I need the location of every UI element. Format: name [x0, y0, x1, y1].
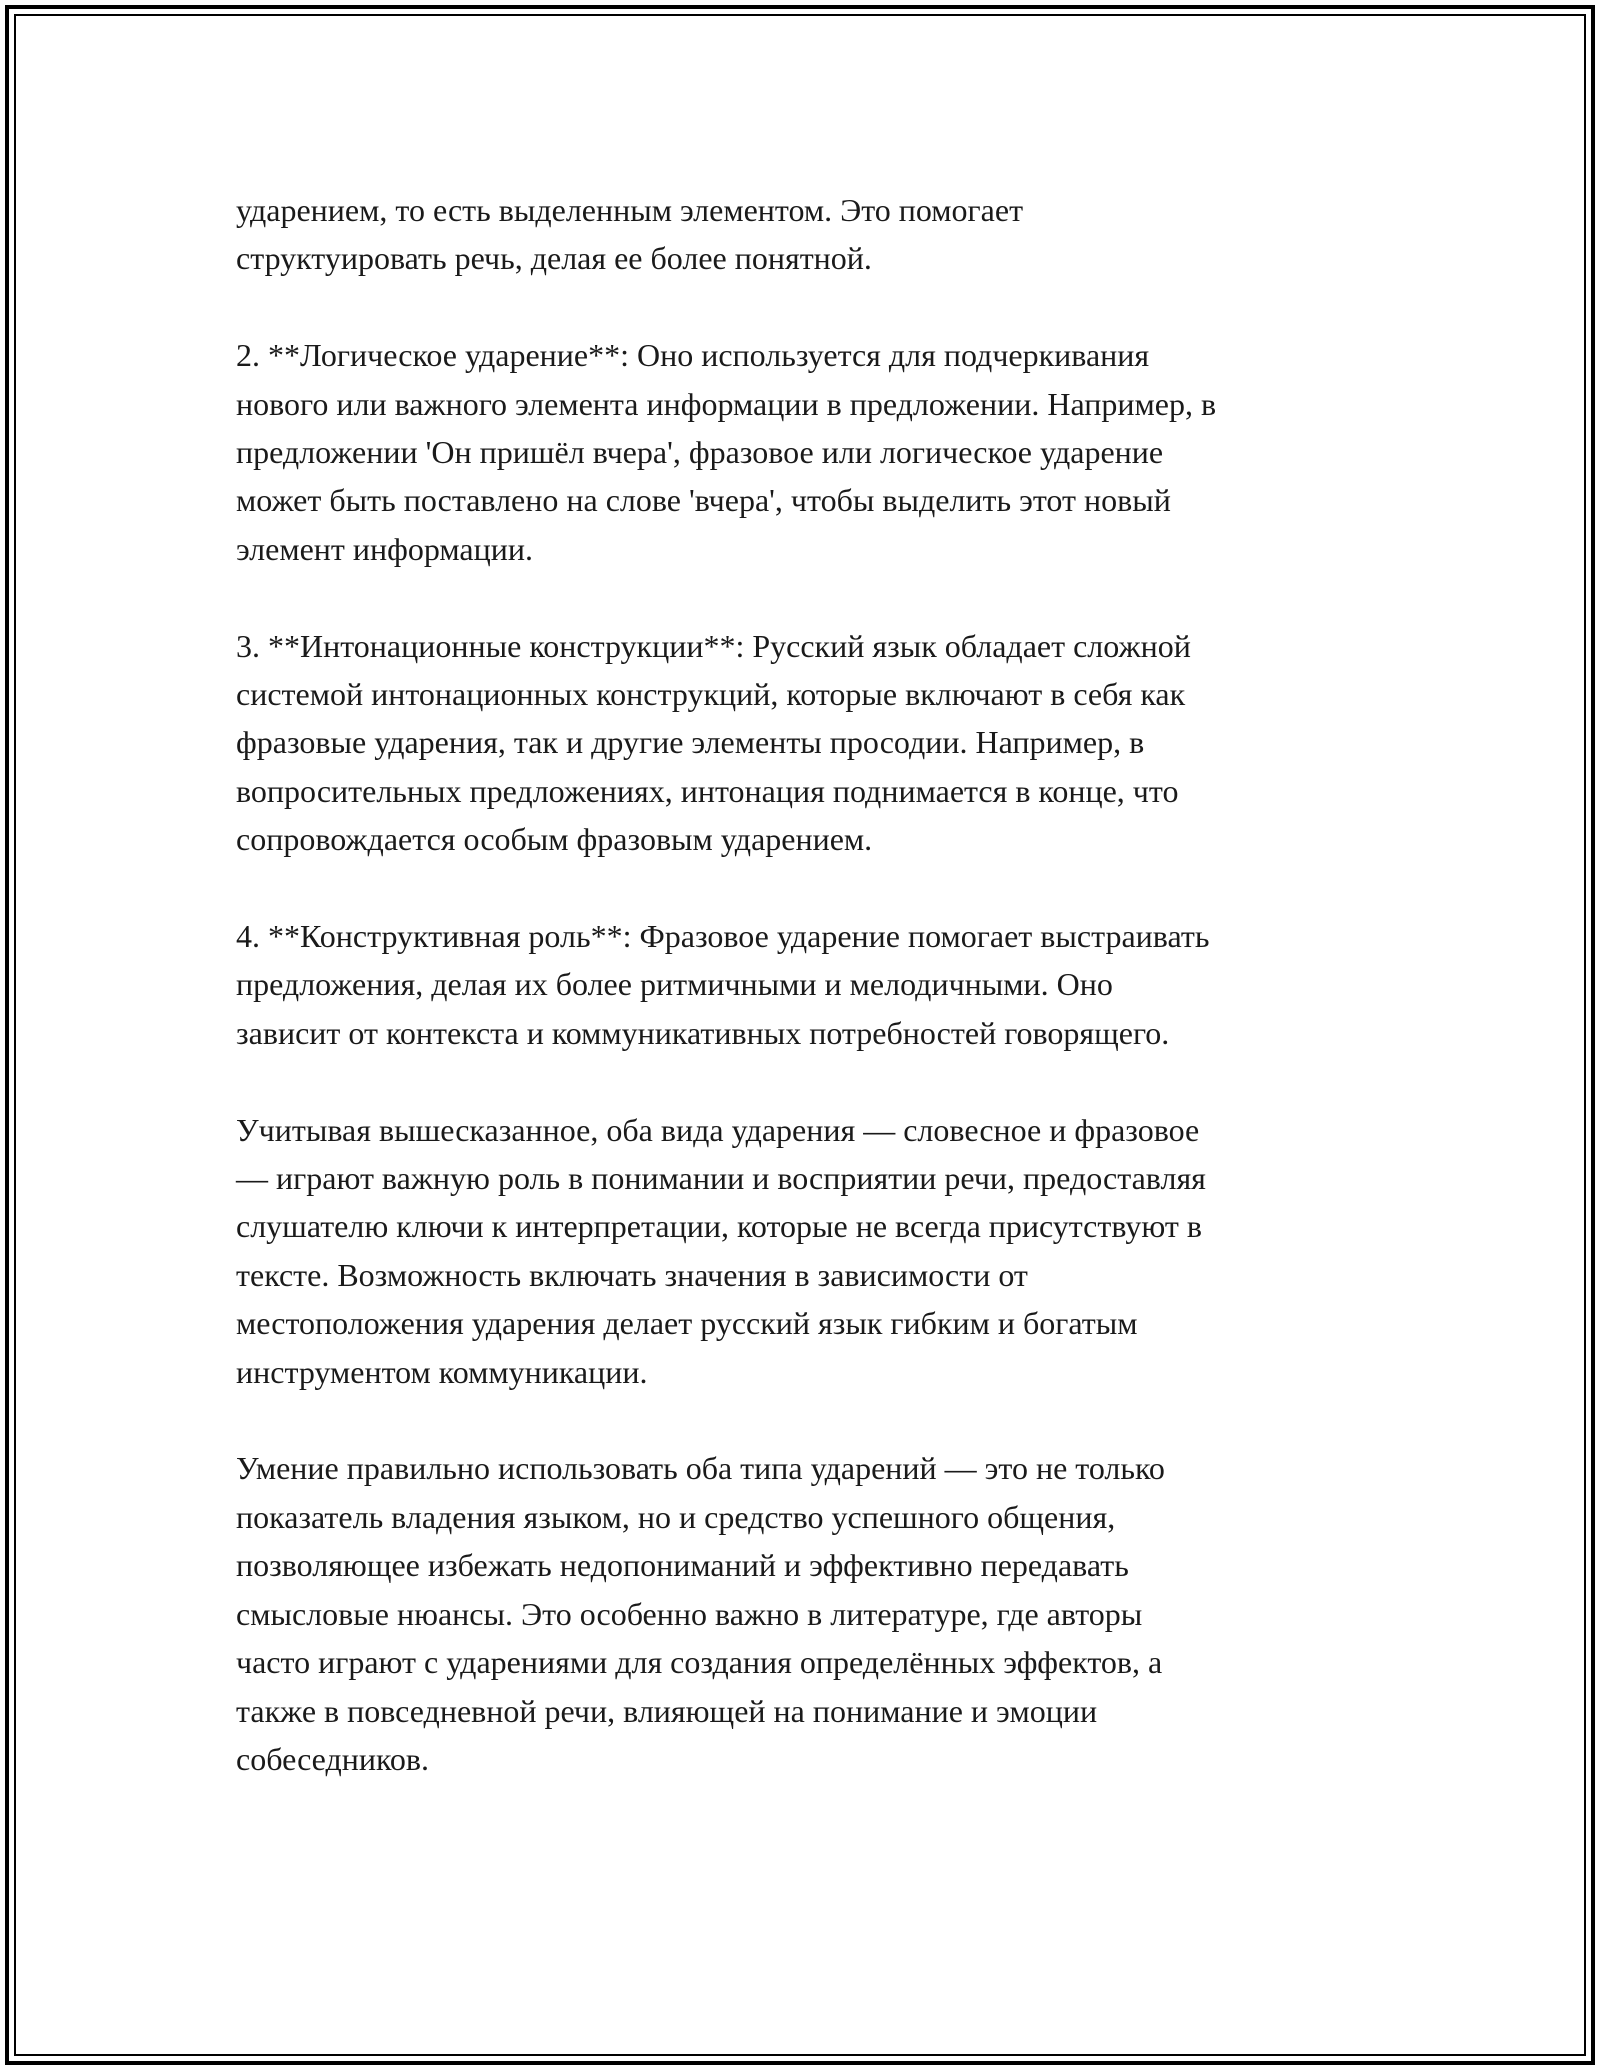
paragraph-summary — [236, 1106, 1376, 1396]
paragraph-constructive-role — [236, 912, 1376, 1057]
paragraph-logical-stress — [236, 331, 1376, 573]
text-line: слушателю ключи к интерпретации, которые не всегда присутствуют в — [236, 1208, 1202, 1245]
text-line: вопросительных предложениях, интонация поднимается в конце, что — [236, 772, 1179, 809]
text-line: системой интонационных конструкций, которые включают в себя как — [236, 676, 1186, 713]
text-line: фразовые ударения, так и другие элементы просодии. Например, в — [236, 724, 1145, 761]
text-line: нового или важного элемента информации в предложении. Например, в — [236, 385, 1217, 422]
paragraph-conclusion — [236, 1444, 1376, 1783]
text-line: Умение правильно использовать оба типа ударений — это не только — [236, 1450, 1165, 1487]
text-line: может быть поставлено на слове 'вчера', чтобы выделить этот новый — [236, 482, 1171, 519]
text-line: собеседников. — [236, 1740, 429, 1777]
document-body — [236, 186, 1376, 1832]
text-line: предложении 'Он пришёл вчера', фразовое или логическое ударение — [236, 434, 1164, 471]
text-line: показатель владения языком, но и средство успешного общения, — [236, 1498, 1116, 1535]
text-line: 2. **Логическое ударение**: Оно используется для подчеркивания — [236, 337, 1150, 374]
text-line: элемент информации. — [236, 530, 533, 567]
text-line: часто играют с ударениями для создания определённых эффектов, а — [236, 1644, 1163, 1681]
text-line: инструментом коммуникации. — [236, 1353, 648, 1390]
paragraph-intonation-constructions — [236, 622, 1376, 864]
text-line: предложения, делая их более ритмичными и мелодичными. Оно — [236, 966, 1113, 1003]
text-line: позволяющее избежать недопониманий и эффективно передавать — [236, 1547, 1129, 1584]
text-line: 3. **Интонационные конструкции**: Русский язык обладает сложной — [236, 627, 1191, 664]
text-line: смысловые нюансы. Это особенно важно в литературе, где авторы — [236, 1595, 1143, 1632]
text-line: тексте. Возможность включать значения в зависимости от — [236, 1256, 1028, 1293]
paragraph-continuation — [236, 186, 1376, 283]
text-line: структуировать речь, делая ее более понятной. — [236, 240, 872, 277]
text-line: ударением, то есть выделенным элементом. Это помогает — [236, 192, 1024, 228]
text-line: 4. **Конструктивная роль**: Фразовое ударение помогает выстраивать — [236, 918, 1210, 955]
text-line: Учитывая вышесказанное, оба вида ударения — словесное и фразовое — [236, 1111, 1200, 1148]
text-line: — играют важную роль в понимании и восприятии речи, предоставляя — [236, 1160, 1206, 1197]
text-line: также в повседневной речи, влияющей на понимание и эмоции — [236, 1692, 1098, 1729]
text-line: зависит от контекста и коммуникативных потребностей говорящего. — [236, 1014, 1170, 1051]
text-line: местоположения ударения делает русский язык гибким и богатым — [236, 1305, 1138, 1342]
text-line: сопровождается особым фразовым ударением. — [236, 821, 873, 858]
